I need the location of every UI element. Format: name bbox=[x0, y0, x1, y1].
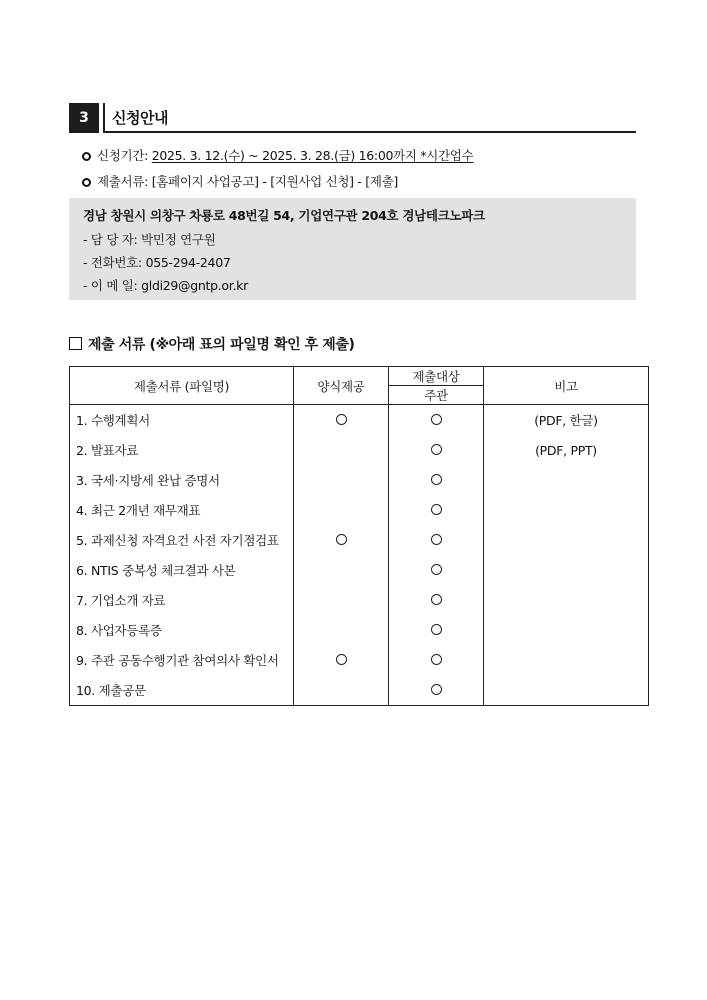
document-name-cell: 3. 국세·지방세 완납 증명서 bbox=[70, 465, 294, 495]
section-header bbox=[69, 103, 636, 133]
application-period-item bbox=[82, 146, 473, 164]
document-name-cell: 8. 사업자등록증 bbox=[70, 615, 294, 645]
table-row bbox=[70, 645, 649, 675]
form-provided-cell bbox=[294, 465, 389, 495]
table-row bbox=[70, 405, 649, 436]
contact-phone: - 전화번호: 055-294-2407 bbox=[83, 255, 231, 270]
form-provided-cell bbox=[294, 405, 389, 436]
note-cell: (PDF, 한글) bbox=[484, 405, 649, 436]
contact-info-box bbox=[69, 198, 636, 300]
contact-manager: - 담 당 자: 박민정 연구원 bbox=[83, 232, 216, 247]
document-name-cell: 9. 주관 공동수행기관 참여의사 확인서 bbox=[70, 645, 294, 675]
circle-mark-icon bbox=[431, 594, 442, 605]
circle-mark-icon bbox=[336, 534, 347, 545]
form-provided-cell bbox=[294, 675, 389, 706]
note-cell bbox=[484, 675, 649, 706]
submission-method-label: 제출서류: bbox=[97, 174, 152, 189]
document-name-cell: 4. 최근 2개년 재무재표 bbox=[70, 495, 294, 525]
submission-target-cell bbox=[389, 675, 484, 706]
table-row bbox=[70, 435, 649, 465]
document-name-cell: 1. 수행계획서 bbox=[70, 405, 294, 436]
document-name-cell: 5. 과제신청 자격요건 사전 자기점검표 bbox=[70, 525, 294, 555]
contact-address: 경남 창원시 의창구 차룡로 48번길 54, 기업연구관 204호 경남테크노파크 bbox=[83, 208, 485, 223]
circle-mark-icon bbox=[431, 474, 442, 485]
submission-target-cell bbox=[389, 585, 484, 615]
submission-target-cell bbox=[389, 525, 484, 555]
circle-bullet-icon bbox=[82, 178, 91, 187]
documents-table bbox=[69, 366, 649, 706]
note-cell: (PDF, PPT) bbox=[484, 435, 649, 465]
table-row bbox=[70, 615, 649, 645]
circle-mark-icon bbox=[431, 654, 442, 665]
documents-table-title bbox=[69, 334, 355, 354]
circle-mark-icon bbox=[336, 654, 347, 665]
section-number: 3 bbox=[69, 103, 99, 133]
submission-target-cell bbox=[389, 405, 484, 436]
submission-target-cell bbox=[389, 645, 484, 675]
square-bullet-icon bbox=[69, 337, 82, 350]
table-row bbox=[70, 465, 649, 495]
header-note: 비고 bbox=[484, 367, 649, 405]
section-divider bbox=[103, 103, 105, 133]
note-cell bbox=[484, 495, 649, 525]
application-period-label: 신청기간: bbox=[97, 148, 152, 163]
document-name-cell: 10. 제출공문 bbox=[70, 675, 294, 706]
application-period-value: 2025. 3. 12.(수) ~ 2025. 3. 28.(금) 16:00까지 *시간엄수 bbox=[151, 148, 474, 163]
documents-table-title-text: 제출 서류 (※아래 표의 파일명 확인 후 제출) bbox=[88, 337, 355, 353]
section-title: 신청안내 bbox=[112, 109, 168, 127]
circle-mark-icon bbox=[336, 414, 347, 425]
header-lead-organization: 주관 bbox=[389, 386, 484, 405]
document-name-cell: 7. 기업소개 자료 bbox=[70, 585, 294, 615]
note-cell bbox=[484, 465, 649, 495]
form-provided-cell bbox=[294, 495, 389, 525]
submission-target-cell bbox=[389, 465, 484, 495]
form-provided-cell bbox=[294, 585, 389, 615]
note-cell bbox=[484, 585, 649, 615]
note-cell bbox=[484, 525, 649, 555]
submission-target-cell bbox=[389, 435, 484, 465]
header-form-provided: 양식제공 bbox=[294, 367, 389, 405]
circle-bullet-icon bbox=[82, 152, 91, 161]
submission-method-value: [홈페이지 사업공고] - [지원사업 신청] - [제출] bbox=[151, 174, 399, 189]
document-name-cell: 6. NTIS 중복성 체크결과 사본 bbox=[70, 555, 294, 585]
table-row bbox=[70, 495, 649, 525]
table-row bbox=[70, 525, 649, 555]
circle-mark-icon bbox=[431, 684, 442, 695]
circle-mark-icon bbox=[431, 624, 442, 635]
circle-mark-icon bbox=[431, 444, 442, 455]
note-cell bbox=[484, 645, 649, 675]
circle-mark-icon bbox=[431, 504, 442, 515]
section-underline bbox=[103, 131, 636, 133]
form-provided-cell bbox=[294, 615, 389, 645]
header-submission-target: 제출대상 bbox=[389, 367, 484, 386]
submission-method-item bbox=[82, 172, 398, 190]
documents-table-body bbox=[70, 405, 649, 706]
form-provided-cell bbox=[294, 435, 389, 465]
header-document-name: 제출서류 (파일명) bbox=[70, 367, 294, 405]
note-cell bbox=[484, 555, 649, 585]
form-provided-cell bbox=[294, 525, 389, 555]
circle-mark-icon bbox=[431, 534, 442, 545]
submission-target-cell bbox=[389, 495, 484, 525]
form-provided-cell bbox=[294, 645, 389, 675]
table-row bbox=[70, 555, 649, 585]
submission-target-cell bbox=[389, 615, 484, 645]
circle-mark-icon bbox=[431, 564, 442, 575]
submission-target-cell bbox=[389, 555, 484, 585]
note-cell bbox=[484, 615, 649, 645]
contact-email: - 이 메 일: gldi29@gntp.or.kr bbox=[83, 278, 248, 293]
table-row bbox=[70, 675, 649, 706]
document-name-cell: 2. 발표자료 bbox=[70, 435, 294, 465]
table-row bbox=[70, 585, 649, 615]
form-provided-cell bbox=[294, 555, 389, 585]
circle-mark-icon bbox=[431, 414, 442, 425]
